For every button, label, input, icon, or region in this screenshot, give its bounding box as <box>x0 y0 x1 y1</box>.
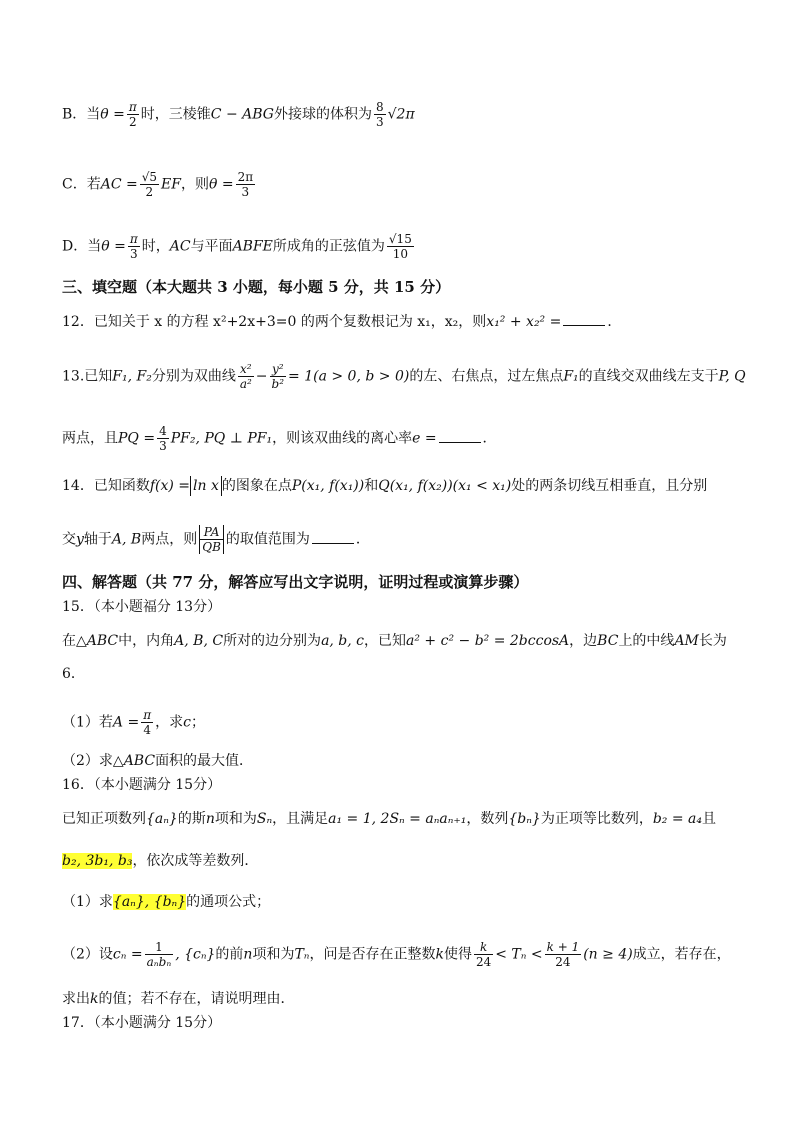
section-4-title: 四、解答题（共 77 分，解答应写出文字说明，证明过程或演算步骤） <box>62 573 529 591</box>
question-17-header: 17．（本小题满分 15分） <box>62 1015 222 1031</box>
fraction: $\frac{1}{\text{aₙbₙ}}$ <box>146 940 172 969</box>
answer-blank[interactable] <box>563 311 605 326</box>
fraction: $\frac{\pi}{3}$ <box>129 232 138 261</box>
fraction: $\frac{√15}{10}$ <box>388 232 412 261</box>
option-c: C．若AC = $\frac{√5}{2}$ EF，则θ = $\frac{2\pi}{3}$ <box>62 170 254 199</box>
question-16-header: 16．（本小题满分 15分） <box>62 777 222 793</box>
section-3-title: 三、填空题（本大题共 3 小题，每小题 5 分，共 15 分） <box>62 278 451 296</box>
question-14-line-2: 交y轴于A, B两点，则 $\frac{PA}{QB}$ 的取值范围为 ． <box>62 525 370 554</box>
question-16-line-3: 求出k的值；若不存在，请说明理由． <box>62 991 295 1007</box>
fraction: $\frac{\text{y²}}{\text{b²}}$ <box>271 362 285 391</box>
question-15-line-2: 6． <box>62 666 85 682</box>
fraction: $\frac{\pi}{4}$ <box>143 708 152 737</box>
fraction: $\frac{k}{24}$ <box>475 940 492 969</box>
answer-blank[interactable] <box>312 529 354 544</box>
question-16-line-2: b₂, 3b₁, b₃，依次成等差数列． <box>62 853 259 869</box>
fraction: $\frac{4}{3}$ <box>159 424 167 453</box>
fraction: $\frac{\text{x²}}{\text{a²}}$ <box>239 362 252 391</box>
question-15: 在△ABC中，内角A, B, C所对的边分别为a, b, c，已知a² + c² − b² = 2bccosA，边BC上的中线AM长为 <box>62 633 727 649</box>
option-c-label: C．若 <box>62 176 101 193</box>
question-16-part-1: （1）求{aₙ}, {bₙ}的通项公式； <box>62 894 271 910</box>
question-13-line-2: 两点，且PQ = $\frac{4}{3}$ PF₂, PQ ⊥ PF₁，则该双曲线的离心率e = ． <box>62 424 497 453</box>
highlighted-text: b₂, 3b₁, b₃ <box>62 853 133 869</box>
fraction: $\frac{8}{3}$ <box>375 100 384 129</box>
question-12: 12．已知关于 x 的方程 x²+2x+3=0 的两个复数根记为 x₁，x₂，则x₁² + x₂² = ． <box>62 311 754 332</box>
option-b-label: B．当 <box>62 106 101 123</box>
option-d: D．当θ = $\frac{\pi}{3}$ 时，AC与平面ABFE所成角的正弦值为 $\frac{√15}{10}$ <box>62 232 412 261</box>
question-13: 13.已知F₁, F₂分别为双曲线 $\frac{\text{x²}}{\text{a²}}$ − $\frac{\text{y²}}{\text{b²}}$ = 1(a > 0, b > 0)的左、右焦点，过左焦点F₁的直线交双曲线左支于P, Q <box>62 362 746 391</box>
fraction: $\frac{k + 1}{24}$ <box>546 940 580 969</box>
fraction: $\frac{√5}{2}$ <box>141 170 158 199</box>
option-b: B．当θ = $\frac{\pi}{2}$ 时，三棱锥C − ABG外接球的体积为 $\frac{8}{3}$ √2π <box>62 100 415 129</box>
fraction: $\frac{PA}{QB}$ <box>199 525 224 554</box>
option-d-label: D．当 <box>62 238 102 255</box>
fraction: $\frac{\pi}{2}$ <box>128 100 137 129</box>
fraction: $\frac{2\pi}{3}$ <box>237 170 254 199</box>
question-14: 14．已知函数f(x) = ln x 的图象在点P(x₁, f(x₁))和Q(x₁, f(x₂))(x₁ < x₁)处的两条切线互相垂直，且分别 <box>62 478 708 494</box>
answer-blank[interactable] <box>439 428 481 443</box>
question-15-header: 15．（本小题福分 13分） <box>62 599 222 615</box>
question-16: 已知正项数列{aₙ}的斯n项和为Sₙ，且满足a₁ = 1, 2Sₙ = aₙaₙ₊₁，数列{bₙ}为正项等比数列，b₂ = a₄且 <box>62 811 717 827</box>
question-15-part-2: （2）求△ABC面积的最大值． <box>62 753 254 769</box>
question-16-part-2: （2）设cₙ = $\frac{1}{\text{aₙbₙ}}$ , {cₙ}的前n项和为Tₙ，问是否存在正整数k使得 $\frac{k}{24}$ < Tₙ < $\frac{k + 1}{24}$ (n ≥ 4)成立，若存在， <box>62 940 731 969</box>
highlighted-text: {aₙ}, {bₙ} <box>112 894 187 910</box>
question-15-part-1: （1）若A = $\frac{\pi}{4}$ ，求c； <box>62 708 205 737</box>
